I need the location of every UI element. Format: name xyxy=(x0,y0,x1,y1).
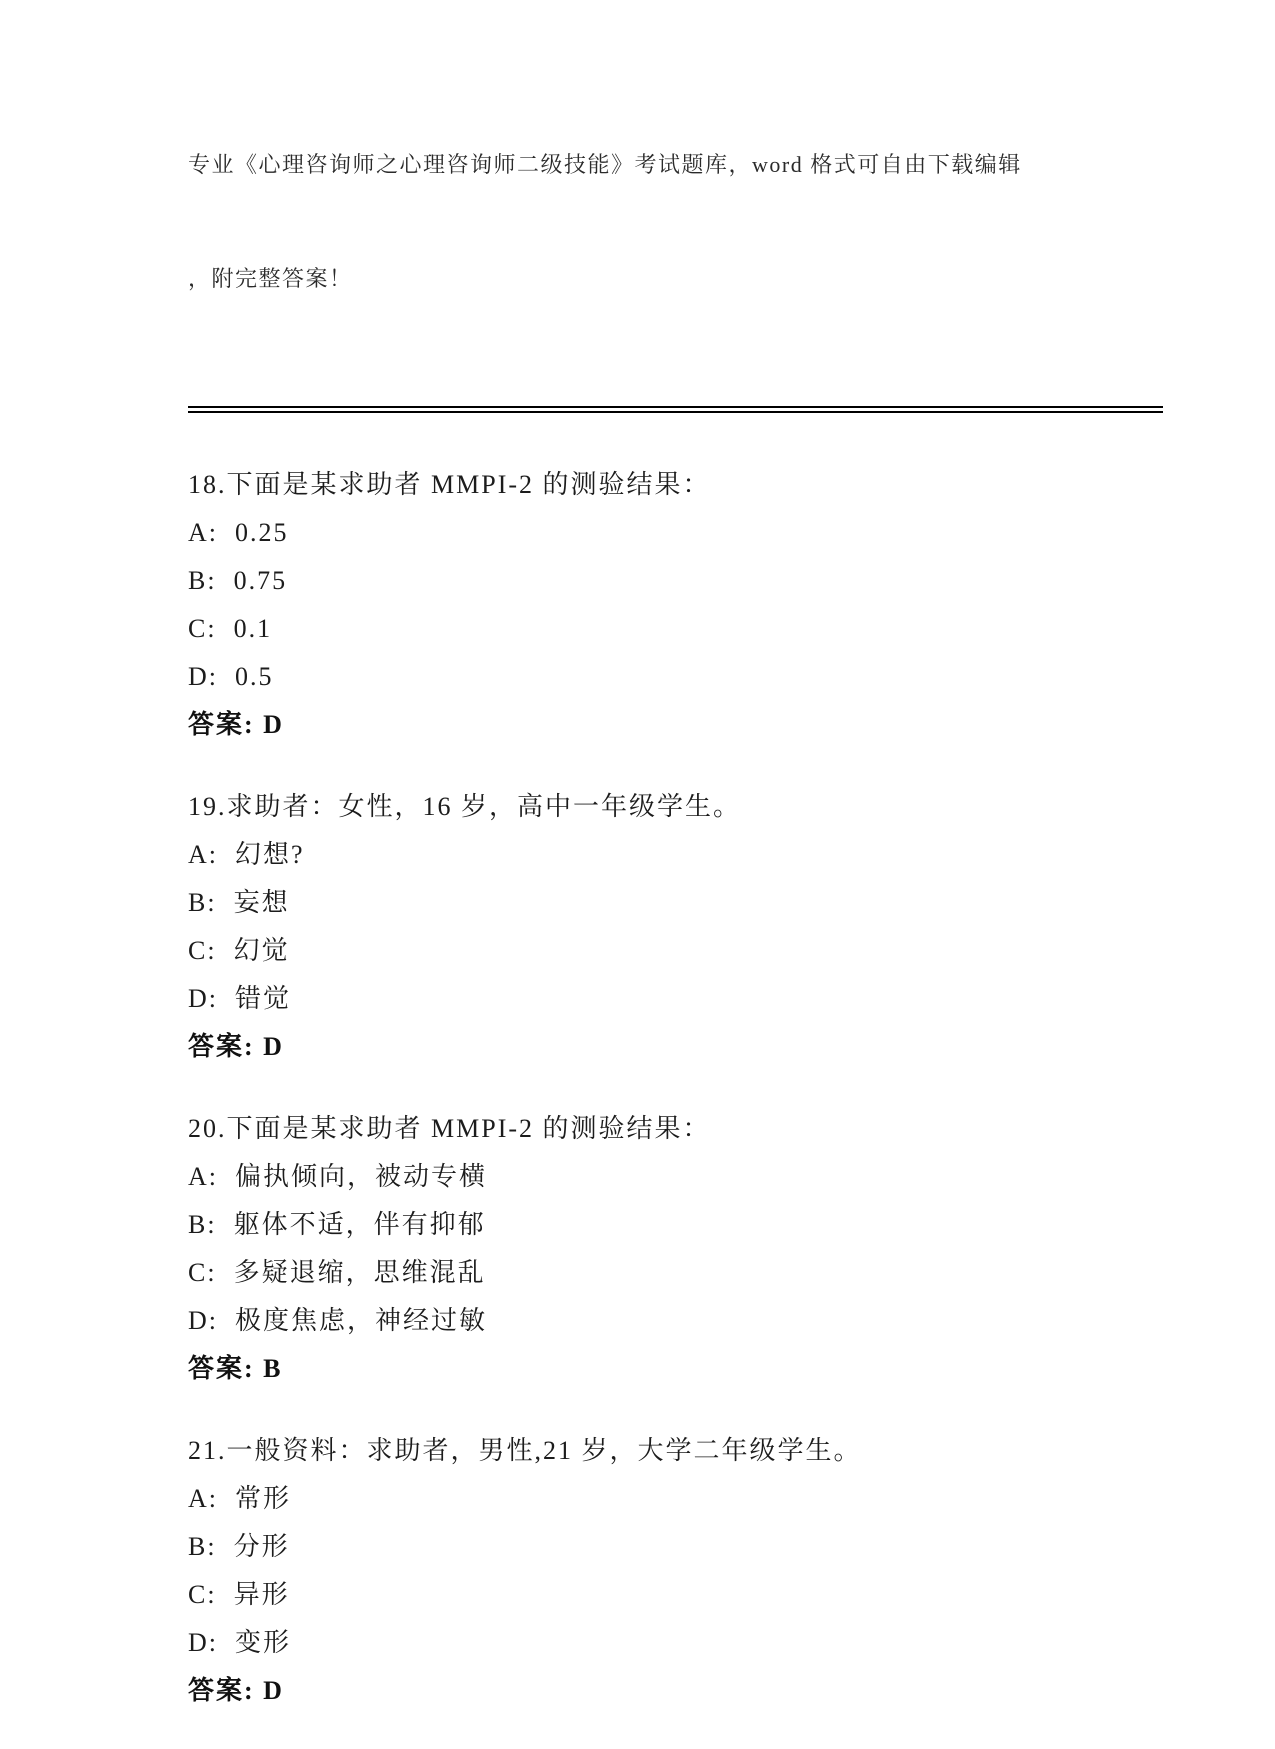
question-block-18 xyxy=(188,461,1163,749)
question-title: 18.下面是某求助者 MMPI-2 的测验结果： xyxy=(188,470,711,499)
question-title: 21.一般资料：求助者，男性,21 岁，大学二年级学生。 xyxy=(188,1436,862,1465)
question-option-a: A: 偏执倾向，被动专横 xyxy=(188,1162,488,1191)
header-line-1: 专业《心理咨询师之心理咨询师二级技能》考试题库，word 格式可自由下载编辑 xyxy=(188,152,1022,177)
question-block-19 xyxy=(188,783,1163,1071)
question-option-b: B: 0.75 xyxy=(188,566,288,595)
question-option-c: C: 多疑退缩，思维混乱 xyxy=(188,1258,486,1287)
question-option-a: A: 常形 xyxy=(188,1484,292,1513)
question-title: 19.求助者：女性，16 岁，高中一年级学生。 xyxy=(188,792,742,821)
question-block-20 xyxy=(188,1105,1163,1393)
question-option-d: D: 错觉 xyxy=(188,984,292,1013)
question-list xyxy=(188,461,1163,1715)
question-answer: 答案: D xyxy=(188,710,284,739)
question-title: 20.下面是某求助者 MMPI-2 的测验结果： xyxy=(188,1114,711,1143)
question-option-b: B: 躯体不适，伴有抑郁 xyxy=(188,1210,486,1239)
question-block-21 xyxy=(188,1427,1163,1715)
question-option-b: B: 分形 xyxy=(188,1532,290,1561)
document-header xyxy=(188,0,1163,374)
question-option-b: B: 妄想 xyxy=(188,888,290,917)
question-option-d: D: 变形 xyxy=(188,1628,292,1657)
question-answer: 答案: D xyxy=(188,1676,284,1705)
header-line-2: ，附完整答案！ xyxy=(188,266,353,291)
question-option-c: C: 0.1 xyxy=(188,614,273,643)
question-answer: 答案: D xyxy=(188,1032,284,1061)
question-option-d: D: 0.5 xyxy=(188,662,274,691)
question-answer: 答案: B xyxy=(188,1354,283,1383)
question-option-d: D: 极度焦虑，神经过敏 xyxy=(188,1306,488,1335)
question-option-a: A: 幻想? xyxy=(188,840,305,869)
question-option-c: C: 异形 xyxy=(188,1580,290,1609)
question-option-c: C: 幻觉 xyxy=(188,936,290,965)
header-divider-rule xyxy=(188,406,1163,413)
document-content xyxy=(188,0,1163,1749)
question-option-a: A: 0.25 xyxy=(188,518,289,547)
